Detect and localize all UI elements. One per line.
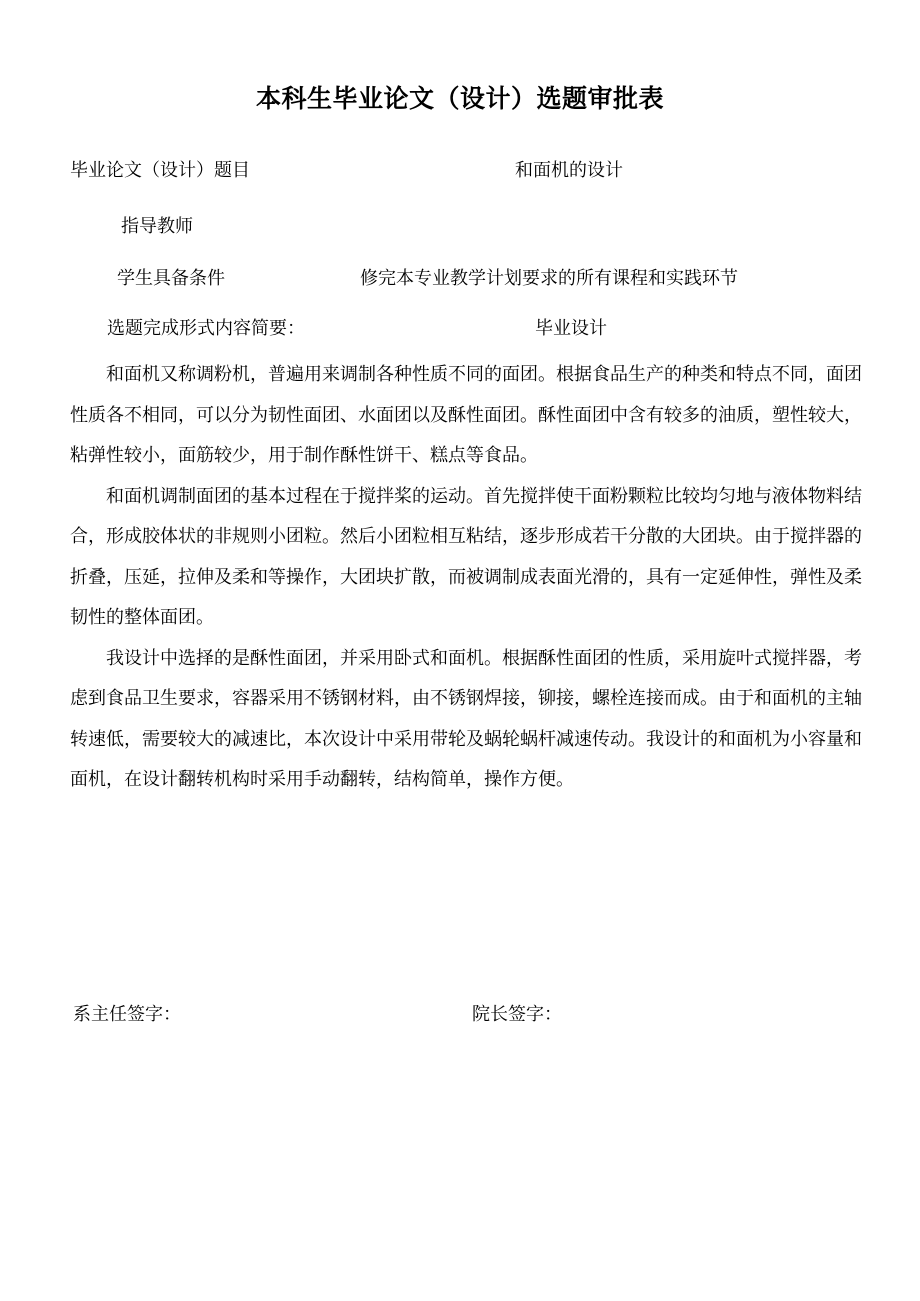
requirements-label: 学生具备条件 bbox=[117, 268, 225, 289]
completion-form-value: 毕业设计 bbox=[535, 318, 607, 339]
page-title: 本科生毕业论文（设计）选题审批表 bbox=[255, 84, 664, 113]
paragraph: 和面机又称调粉机，普遍用来调制各种性质不同的面团。根据食品生产的种类和特点不同，面团性质各不相同，可以分为韧性面团、水面团以及酥性面团。酥性面团中含有较多的油质，塑性较大，粘弹性较小，面筋较少，用于制作酥性饼干、糕点等食品。 bbox=[70, 364, 862, 466]
dean-signature-label: 院长签字： bbox=[472, 1004, 562, 1025]
dept-head-signature-label: 系主任签字： bbox=[73, 1004, 181, 1025]
completion-form-label: 选题完成形式内容简要： bbox=[107, 318, 305, 339]
paragraph: 我设计中选择的是酥性面团，并采用卧式和面机。根据酥性面团的性质，采用旋叶式搅拌器，考虑到食品卫生要求，容器采用不锈钢材料，由不锈钢焊接，铆接，螺栓连接而成。由于和面机的主轴转速低，需要较大的减速比，本次设计中采用带轮及蜗轮蜗杆减速传动。我设计的和面机为小容量和面机，在设计翻转机构时采用手动翻转，结构简单，操作方便。 bbox=[70, 647, 862, 790]
topic-label: 毕业论文（设计）题目 bbox=[70, 160, 250, 181]
content-body bbox=[70, 355, 862, 801]
topic-value: 和面机的设计 bbox=[515, 160, 623, 181]
paragraph: 和面机调制面团的基本过程在于搅拌桨的运动。首先搅拌使干面粉颗粒比较均匀地与液体物料结合，形成胶体状的非规则小团粒。然后小团粒相互粘结，逐步形成若干分散的大团块。由于搅拌器的折叠，压延，拉伸及柔和等操作，大团块扩散，而被调制成表面光滑的，具有一定延伸性，弹性及柔韧性的整体面团。 bbox=[70, 485, 862, 628]
requirements-value: 修完本专业教学计划要求的所有课程和实践环节 bbox=[360, 268, 738, 289]
advisor-label: 指导教师 bbox=[121, 216, 193, 237]
